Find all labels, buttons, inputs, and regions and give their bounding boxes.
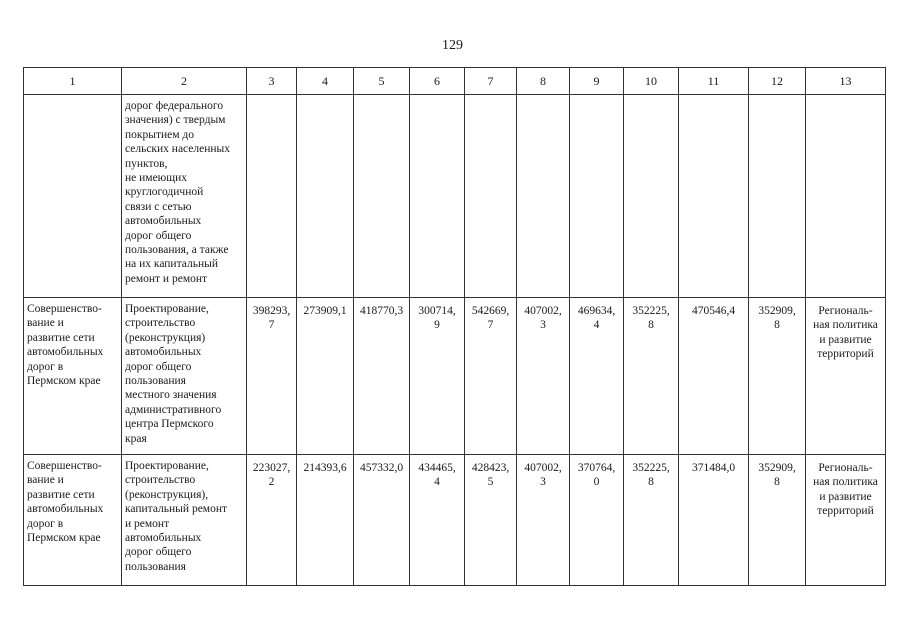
column-header: 1 (24, 68, 122, 95)
value-cell (624, 95, 679, 298)
value-text: 407002, 3 (524, 462, 562, 489)
responsible-text: Региональ- ная политика и развитие территорий (813, 305, 878, 361)
column-header: 9 (570, 68, 624, 95)
activity-cell (122, 298, 247, 455)
value-cell (297, 298, 354, 455)
value-text: 352909, 8 (758, 462, 796, 489)
value-cell (517, 298, 570, 455)
program-cell (24, 455, 122, 586)
value-cell (410, 298, 465, 455)
value-text: 371484,0 (691, 462, 736, 474)
value-cell (354, 455, 410, 586)
value-text: 300714, 9 (418, 305, 456, 332)
page-number: 129 (442, 38, 463, 53)
value-text: 418770,3 (359, 305, 404, 317)
value-text: 273909,1 (303, 305, 347, 317)
value-cell (410, 455, 465, 586)
column-header: 10 (624, 68, 679, 95)
value-cell (247, 95, 297, 298)
value-text: 352225, 8 (632, 305, 670, 332)
value-text (247, 95, 296, 101)
value-cell (297, 95, 354, 298)
value-text (679, 95, 748, 101)
activity-cell (122, 95, 247, 298)
activity-cell (122, 455, 247, 586)
column-header: 6 (410, 68, 465, 95)
value-text (410, 95, 464, 101)
program-cell (24, 95, 122, 298)
value-cell (570, 455, 624, 586)
value-text: 434465, 4 (418, 462, 456, 489)
value-text (465, 95, 516, 101)
value-text: 428423, 5 (471, 462, 510, 489)
value-text: 398293, 7 (252, 305, 291, 332)
value-text (517, 95, 569, 101)
column-header: 3 (247, 68, 297, 95)
value-text: 469634, 4 (577, 305, 616, 332)
value-text (354, 95, 409, 101)
value-cell (749, 95, 806, 298)
value-cell (679, 298, 749, 455)
value-text: 223027, 2 (252, 462, 291, 489)
value-text: 214393,6 (303, 462, 347, 474)
program-text (24, 95, 121, 101)
value-cell (354, 95, 410, 298)
data-table (23, 67, 886, 586)
column-header: 8 (517, 68, 570, 95)
column-header: 13 (806, 68, 886, 95)
program-cell (24, 298, 122, 455)
value-cell (679, 95, 749, 298)
column-header: 12 (749, 68, 806, 95)
value-text (624, 95, 678, 101)
value-cell (570, 95, 624, 298)
program-text: Совершенство- вание и развитие сети автомобильных дорог в Пермском крае (27, 303, 104, 388)
column-header: 11 (679, 68, 749, 95)
value-cell (465, 298, 517, 455)
activity-text: Проектирование, строительство (реконструкция) автомобильных дорог общего пользования местного значения административного центра Пермского края (125, 303, 222, 445)
value-cell (624, 455, 679, 586)
value-cell (570, 298, 624, 455)
value-text (749, 95, 805, 101)
value-cell (517, 95, 570, 298)
value-text: 542669, 7 (471, 305, 510, 332)
value-text: 470546,4 (691, 305, 736, 317)
value-cell (297, 455, 354, 586)
value-cell (465, 455, 517, 586)
table-row (24, 95, 886, 298)
activity-text: дорог федерального значения) с твердым покрытием до сельских населенных пунктов, не имеющих круглогодичной связи с сетью автомобильных дорог общего пользования, а также на их капитальный ремонт и ремонт (125, 100, 231, 285)
table-row (24, 298, 886, 455)
value-text: 407002, 3 (524, 305, 562, 332)
value-cell (354, 298, 410, 455)
responsible-cell (806, 455, 886, 586)
value-cell (624, 298, 679, 455)
value-cell (247, 298, 297, 455)
value-text: 352225, 8 (632, 462, 670, 489)
header-row (24, 68, 886, 95)
column-header: 5 (354, 68, 410, 95)
value-text (297, 95, 353, 101)
responsible-cell (806, 298, 886, 455)
responsible-text: Региональ- ная политика и развитие территорий (813, 462, 878, 518)
column-header: 7 (465, 68, 517, 95)
value-text: 370764, 0 (577, 462, 616, 489)
column-header: 4 (297, 68, 354, 95)
value-cell (247, 455, 297, 586)
value-cell (410, 95, 465, 298)
column-header: 2 (122, 68, 247, 95)
responsible-text (806, 95, 885, 101)
responsible-cell (806, 95, 886, 298)
value-cell (517, 455, 570, 586)
value-text: 457332,0 (359, 462, 404, 474)
value-text (570, 95, 623, 101)
activity-text: Проектирование, строительство (реконструкция), капитальный ремонт и ремонт автомобильных дорог общего пользования (125, 460, 228, 573)
program-text: Совершенство- вание и развитие сети автомобильных дорог в Пермском крае (27, 460, 104, 545)
value-cell (749, 298, 806, 455)
value-cell (465, 95, 517, 298)
table-row (24, 455, 886, 586)
value-text: 352909, 8 (758, 305, 796, 332)
value-cell (749, 455, 806, 586)
value-cell (679, 455, 749, 586)
